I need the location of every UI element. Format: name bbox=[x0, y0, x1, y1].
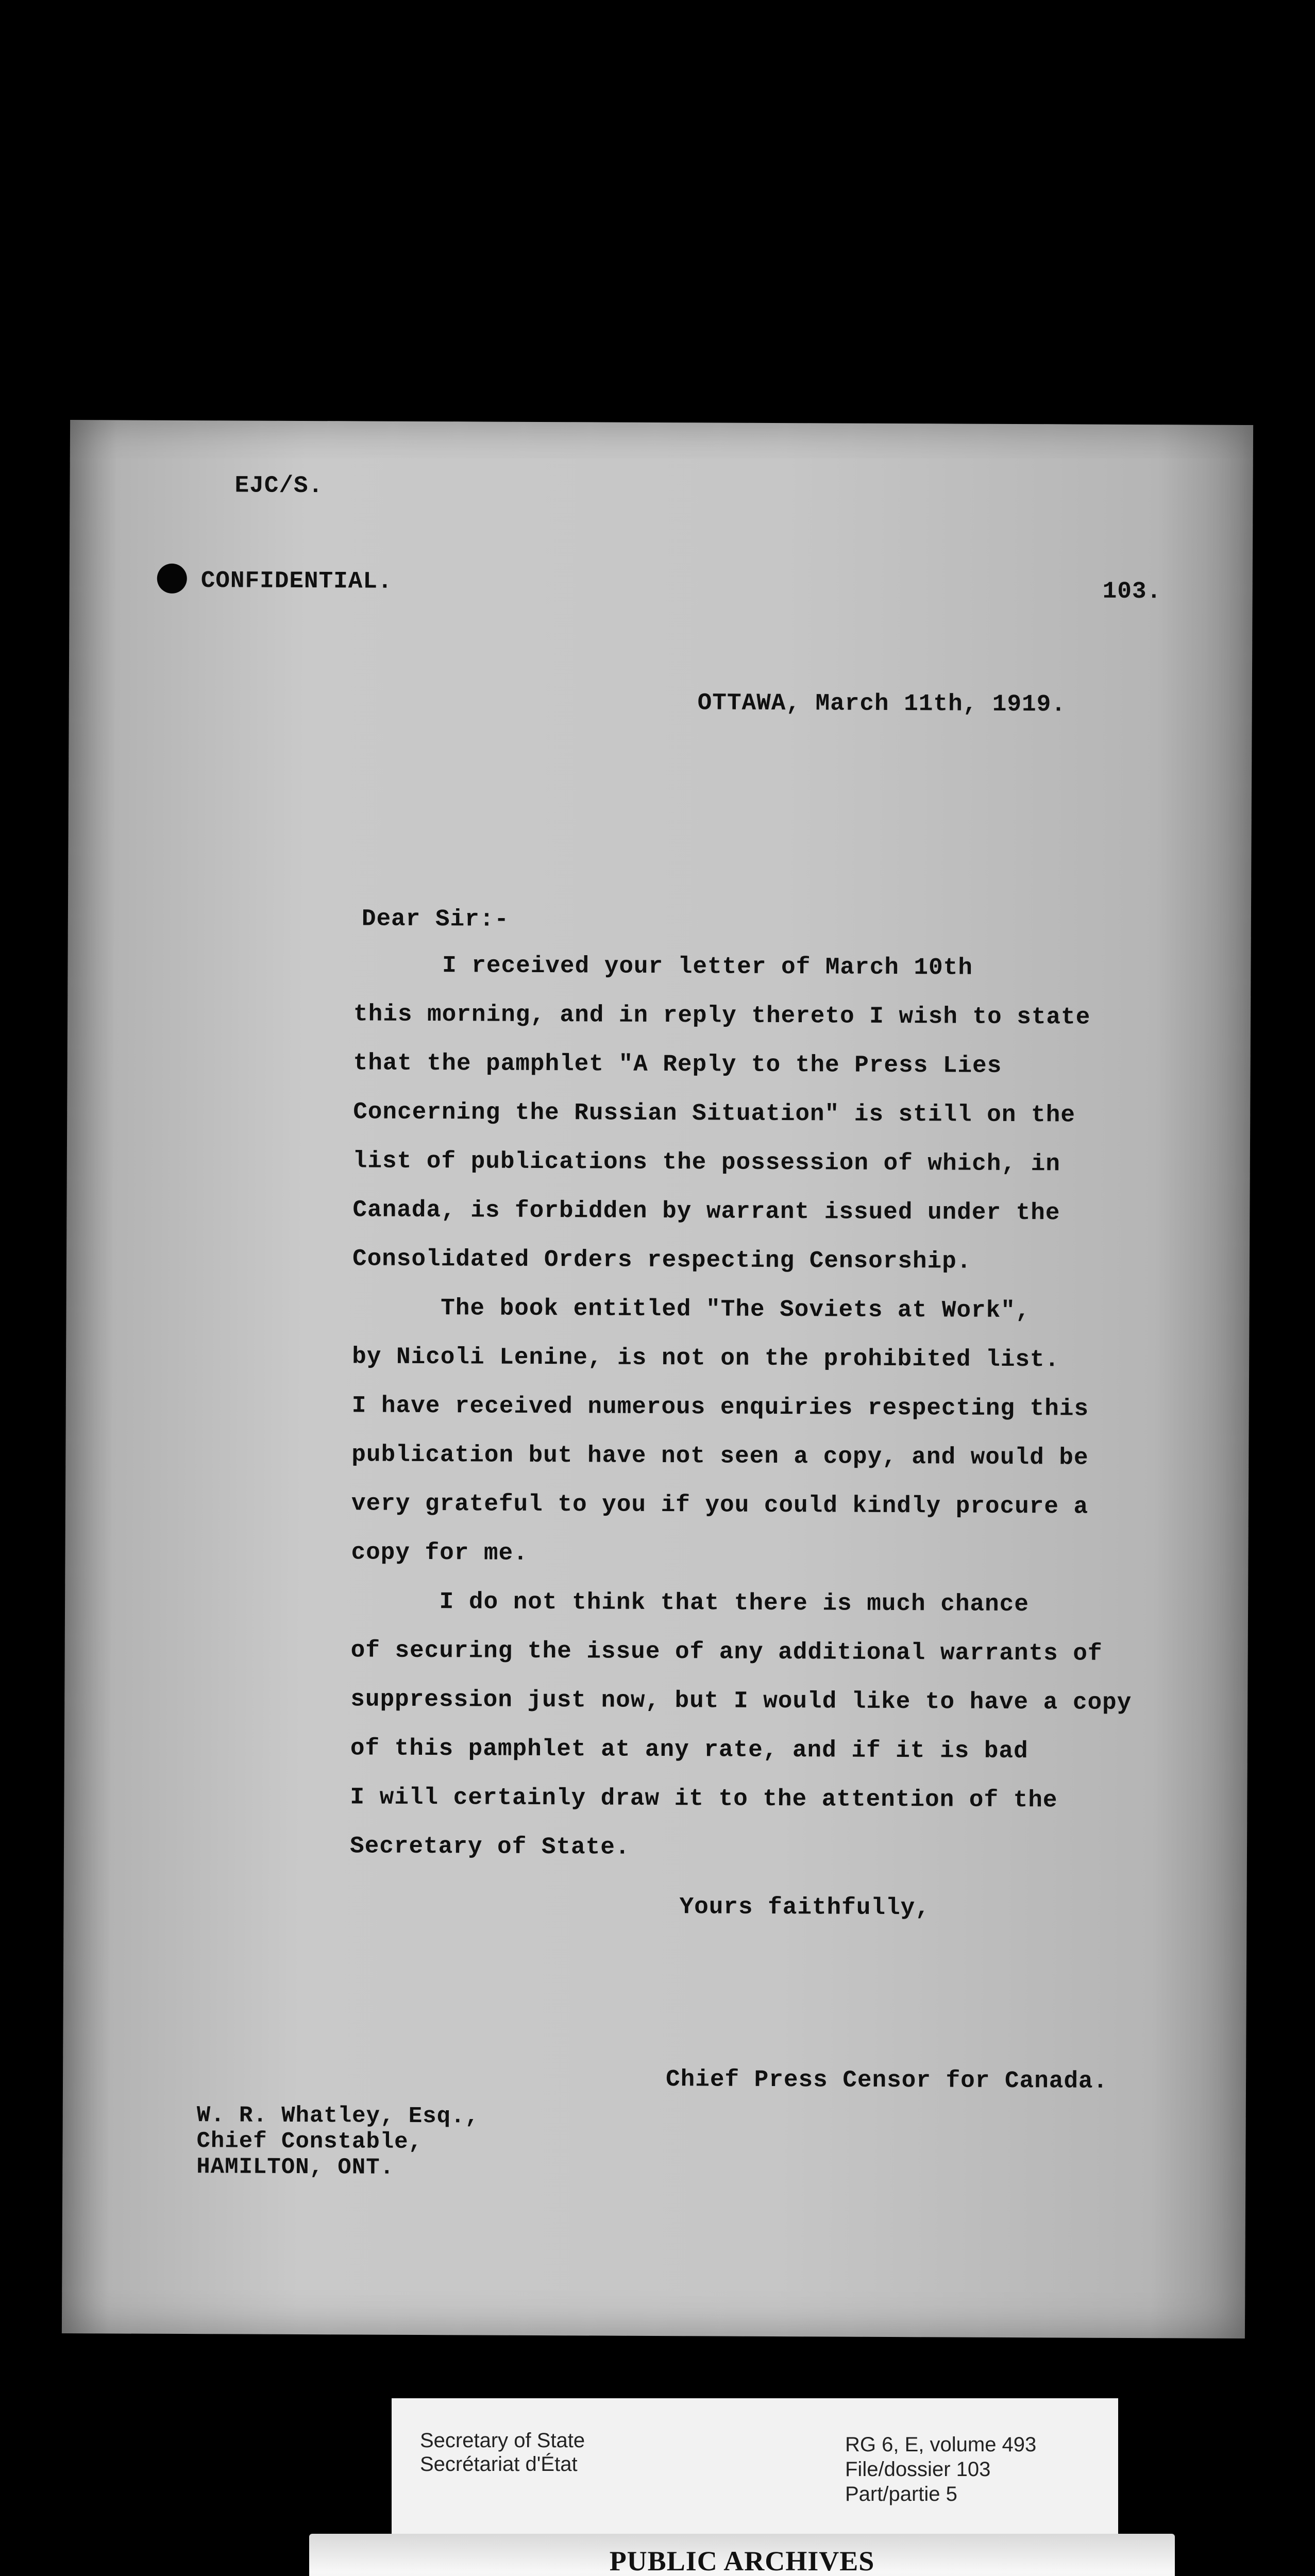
classification-label: CONFIDENTIAL. bbox=[200, 567, 393, 595]
body-line: Concerning the Russian Situation" is still on the bbox=[353, 1098, 1075, 1129]
letter-page bbox=[62, 420, 1253, 2338]
addressee-title: Chief Constable, bbox=[196, 2128, 423, 2156]
department-english: Secretary of State bbox=[420, 2429, 585, 2452]
body-line: I do not think that there is much chance bbox=[350, 1588, 1030, 1618]
record-group: RG 6, E, volume 493 bbox=[845, 2433, 1037, 2456]
banner-line-english: PUBLIC ARCHIVES bbox=[609, 2546, 875, 2576]
department-french: Secrétariat d'État bbox=[420, 2453, 578, 2476]
file-number: File/dossier 103 bbox=[845, 2458, 991, 2481]
reference-code: EJC/S. bbox=[234, 472, 324, 500]
addressee-city: HAMILTON, ONT. bbox=[196, 2154, 395, 2181]
body-line: Canada, is forbidden by warrant issued under the bbox=[352, 1196, 1060, 1227]
body-line: I will certainly draw it to the attention of the bbox=[350, 1784, 1058, 1814]
body-line: of this pamphlet at any rate, and if it is bad bbox=[350, 1735, 1029, 1765]
body-line: Secretary of State. bbox=[349, 1833, 630, 1861]
body-line: I received your letter of March 10th bbox=[353, 952, 973, 981]
body-line: publication but have not seen a copy, and would be bbox=[351, 1441, 1089, 1471]
body-line: The book entitled "The Soviets at Work", bbox=[352, 1294, 1031, 1325]
body-line: by Nicoli Lenine, is not on the prohibited list. bbox=[352, 1343, 1060, 1374]
body-line: I have received numerous enquiries respecting this bbox=[351, 1392, 1089, 1422]
letter-body bbox=[349, 952, 1178, 1861]
body-line: list of publications the possession of which, in bbox=[352, 1147, 1060, 1178]
part-number: Part/partie 5 bbox=[845, 2483, 957, 2505]
dateline: OTTAWA, March 11th, 1919. bbox=[697, 689, 1066, 718]
body-line: very grateful to you if you could kindly procure a bbox=[351, 1490, 1089, 1520]
body-line: that the pamphlet "A Reply to the Press Lies bbox=[353, 1049, 1002, 1079]
body-line: suppression just now, but I would like to have a copy bbox=[350, 1686, 1132, 1717]
complimentary-close: Yours faithfully, bbox=[679, 1893, 930, 1922]
body-line: Consolidated Orders respecting Censorship. bbox=[352, 1245, 972, 1275]
body-line: this morning, and in reply thereto I wish to state bbox=[353, 1001, 1091, 1031]
addressee-name: W. R. Whatley, Esq., bbox=[196, 2103, 479, 2130]
signature-title: Chief Press Censor for Canada. bbox=[665, 2066, 1108, 2095]
punch-hole bbox=[157, 564, 187, 594]
page-number: 103. bbox=[1102, 578, 1162, 605]
salutation: Dear Sir:- bbox=[361, 905, 510, 933]
body-line: of securing the issue of any additional warrants of bbox=[350, 1637, 1103, 1667]
body-line: copy for me. bbox=[351, 1539, 528, 1567]
archives-banner bbox=[309, 2534, 1175, 2576]
